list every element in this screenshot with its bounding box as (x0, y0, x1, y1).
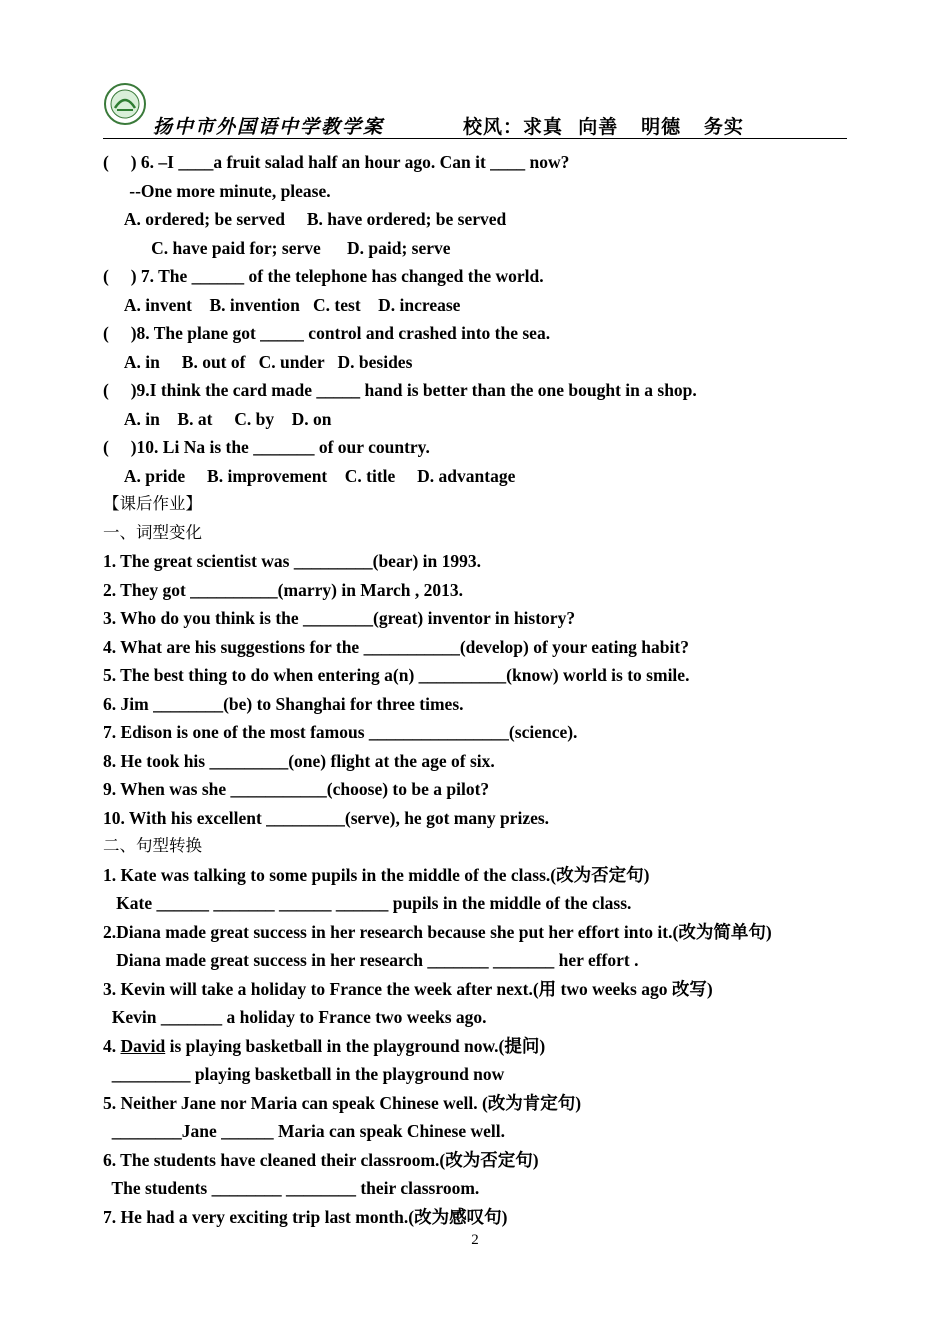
transform-answer: Kate ______ _______ ______ ______ pupils in the middle of the class. (103, 893, 632, 913)
school-logo-icon (103, 82, 147, 126)
transform-answer: Diana made great success in her research _______ _______ her effort . (103, 950, 639, 970)
worksheet-content (103, 148, 863, 1231)
mc-options: A. invent B. invention C. test D. increase (103, 294, 461, 315)
mc-question-6: ( ) 6. –I ____a fruit salad half an hour ago. Can it ____ now? (103, 152, 570, 172)
mc-options: A. in B. out of C. under D. besides (103, 351, 413, 372)
mc-options: A. pride B. improvement C. title D. advantage (103, 465, 516, 486)
transform-answer: The students ________ ________ their classroom. (103, 1178, 480, 1198)
mc-options: A. in B. at C. by D. on (103, 408, 332, 429)
section-2-title: 二、句型转换 (103, 836, 202, 855)
transform-answer: ________Jane ______ Maria can speak Chinese well. (103, 1121, 506, 1141)
word-form-item: 7. Edison is one of the most famous ________________(science). (103, 722, 578, 742)
mc-options: A. ordered; be served B. have ordered; be served (103, 209, 507, 229)
mc-question-7: ( ) 7. The ______ of the telephone has changed the world. (103, 266, 544, 286)
transform-question: 6. The students have cleaned their classroom.(改为否定句) (103, 1149, 539, 1170)
word-form-item: 6. Jim ________(be) to Shanghai for three times. (103, 693, 464, 714)
transform-question: 1. Kate was talking to some pupils in the middle of the class.(改为否定句) (103, 864, 650, 885)
mc-question-8: ( )8. The plane got _____ control and crashed into the sea. (103, 323, 551, 343)
transform-answer: Kevin _______ a holiday to France two weeks ago. (103, 1007, 487, 1027)
school-name: 扬中市外国语中学教学案 (153, 116, 385, 138)
transform-question (103, 1032, 863, 1061)
word-form-item: 4. What are his suggestions for the ___________(develop) of your eating habit? (103, 636, 689, 657)
mc-line: --One more minute, please. (103, 180, 331, 201)
question-number: 4. (103, 1035, 121, 1056)
section-1-title: 一、词型变化 (103, 522, 202, 542)
word-form-item: 3. Who do you think is the ________(great) inventor in history? (103, 608, 576, 628)
word-form-item: 5. The best thing to do when entering a(n) __________(know) world is to smile. (103, 665, 690, 685)
word-form-item: 10. With his excellent _________(serve), he got many prizes. (103, 807, 550, 828)
transform-question: 5. Neither Jane nor Maria can speak Chinese well. (改为肯定句) (103, 1092, 582, 1113)
transform-question: 3. Kevin will take a holiday to France the week after next.(用 two weeks ago 改写) (103, 978, 713, 999)
transform-question: 7. He had a very exciting trip last month.(改为感叹句) (103, 1206, 508, 1227)
mc-options: C. have paid for; serve D. paid; serve (103, 237, 451, 258)
page-header (103, 82, 847, 139)
homework-heading: 【课后作业】 (103, 494, 202, 513)
word-form-item: 8. He took his _________(one) flight at the age of six. (103, 750, 495, 771)
page-number: 2 (471, 1232, 479, 1248)
word-form-item: 1. The great scientist was _________(bear) in 1993. (103, 551, 482, 571)
question-text: is playing basketball in the playground now.(提问) (165, 1035, 546, 1056)
school-motto: 校风：求真 向善 明德 务实 (463, 116, 744, 138)
mc-question-9: ( )9.I think the card made _____ hand is better than the one bought in a shop. (103, 380, 697, 400)
word-form-item: 2. They got __________(marry) in March , 2013. (103, 579, 464, 600)
transform-question: 2.Diana made great success in her research because she put her effort into it.(改为简单句) (103, 921, 772, 942)
transform-answer: _________ playing basketball in the playground now (103, 1064, 505, 1084)
underlined-word: David (120, 1035, 166, 1056)
word-form-item: 9. When was she ___________(choose) to be a pilot? (103, 779, 490, 799)
mc-question-10: ( )10. Li Na is the _______ of our country. (103, 437, 430, 457)
